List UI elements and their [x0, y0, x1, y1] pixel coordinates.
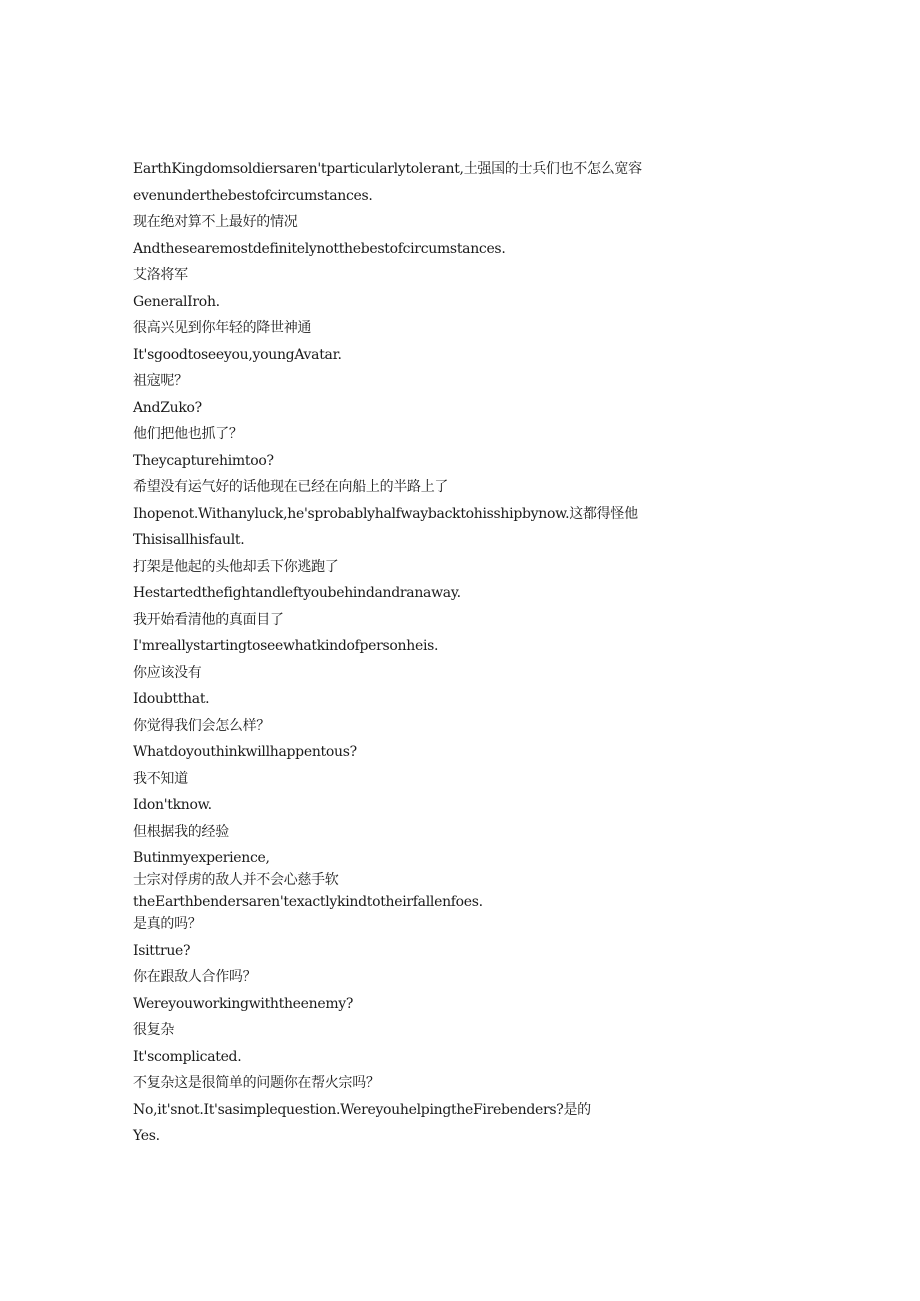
text-line: 不复杂这是很简单的问题你在帮火宗吗？ [133, 1075, 380, 1091]
text-line: 很高兴见到你年轻的降世神通 [133, 320, 312, 336]
text-line: Ihopenot.Withanyluck,he'sprobablyhalfwaybacktohisshipbynow.这都得怪他 [133, 505, 638, 522]
text-line: I'mreallystartingtoseewhatkindofpersonheis. [133, 638, 439, 654]
text-line: 祖寇呢？ [133, 373, 188, 389]
text-line: 你在跟敌人合作吗？ [133, 969, 257, 985]
text-line: theEarthbendersaren'texactlykindtotheirfallenfoes. [133, 894, 483, 910]
text-line: 你应该没有 [133, 664, 202, 681]
text-line: Isittrue? [133, 942, 191, 959]
text-line: EarthKingdomsoldiersaren'tparticularlytolerant,土强国的士兵们也不怎么宽容 [133, 161, 642, 177]
text-line: 很复杂 [133, 1022, 175, 1038]
text-line: Idoubtthat. [133, 691, 210, 707]
text-line: 打架是他起的头他却丢下你逃跑了 [133, 558, 339, 575]
text-line: 他们把他也抓了？ [133, 426, 243, 442]
text-line: AndZuko? [133, 399, 202, 416]
text-line: Whatdoyouthinkwillhappentous? [133, 744, 357, 760]
text-line: 我不知道 [133, 770, 188, 787]
text-line: 你觉得我们会怎么样？ [133, 717, 270, 734]
text-line: GeneralIroh. [133, 293, 220, 310]
text-line: Butinmyexperience, [133, 850, 270, 866]
text-line: 但根据我的经验 [133, 823, 229, 840]
text-line: Andthesearemostdefinitelynotthebestofcircumstances. [133, 240, 506, 257]
text-line: 士宗对俘虏的敌人并不会心慈手软 [133, 872, 339, 888]
text-line: Theycapturehimtoo? [133, 452, 274, 469]
text-line: Thisisallhisfault. [133, 532, 245, 548]
text-line: No,it'snot.It'sasimplequestion.WereyouhelpingtheFirebenders?是的 [133, 1101, 591, 1118]
text-line: 是真的吗？ [133, 916, 202, 932]
text-line: 我开始看清他的真面目了 [133, 611, 284, 628]
text-line: 希望没有运气好的话他现在已经在向船上的半路上了 [133, 479, 449, 495]
document-body [133, 160, 773, 1154]
text-line: Idon'tknow. [133, 797, 212, 813]
text-line: Hestartedthefightandleftyoubehindandranaway. [133, 585, 461, 601]
text-line: Wereyouworkingwiththeenemy? [133, 995, 354, 1012]
text-line: It'sgoodtoseeyou,youngAvatar. [133, 346, 342, 363]
text-line: 艾洛将军 [133, 267, 188, 283]
text-line: evenunderthebestofcircumstances. [133, 187, 373, 204]
text-line: 现在绝对算不上最好的情况 [133, 214, 298, 230]
text-line: It'scomplicated. [133, 1048, 242, 1065]
text-line: Yes. [133, 1128, 160, 1144]
